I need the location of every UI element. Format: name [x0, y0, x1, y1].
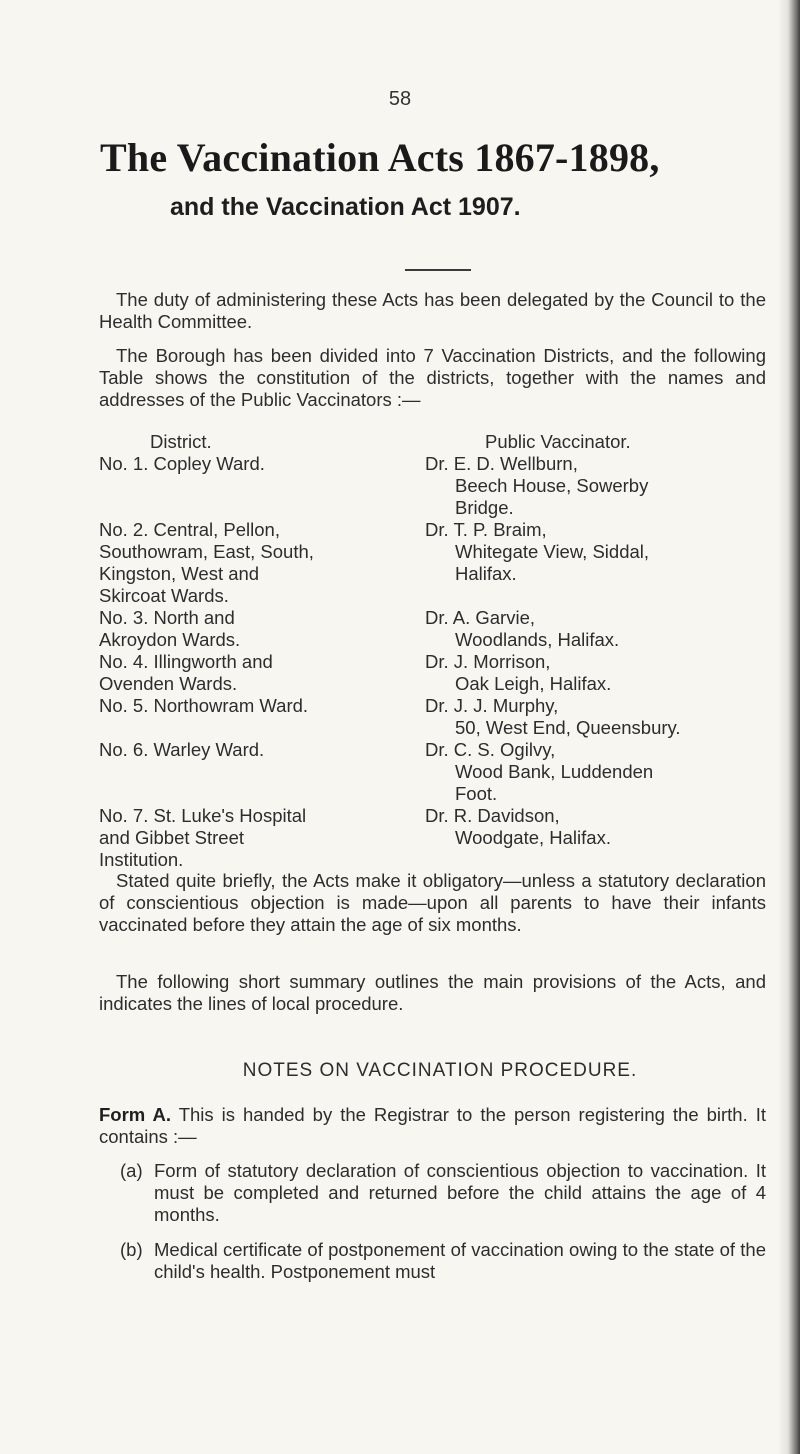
district-line: Kingston, West and [99, 563, 260, 584]
district-row-6 [99, 739, 399, 761]
district-row-5 [99, 695, 399, 717]
page-title: The Vaccination Acts 1867-1898, [100, 135, 660, 180]
district-line: No. 4. Illingworth and [99, 651, 273, 672]
district-line: No. 2. Central, Pellon, [99, 519, 280, 540]
vaccinator-line: Woodgate, Halifax. [455, 827, 611, 848]
district-column-header: District. [150, 431, 212, 452]
title-divider [405, 269, 471, 271]
vaccinator-line: Bridge. [455, 497, 514, 518]
district-line: No. 3. North and [99, 607, 235, 628]
vaccinator-line: Dr. T. P. Braim, [425, 519, 547, 540]
district-line: No. 6. Warley Ward. [99, 739, 265, 760]
form-a-label: Form A. [99, 1104, 172, 1125]
intro-paragraph-2 [99, 345, 766, 411]
intro-paragraph-1-text: The duty of administering these Acts has been delegated by the Council to the Health Committee. [99, 289, 766, 332]
district-row-3 [99, 607, 399, 651]
district-line: Ovenden Wards. [99, 673, 238, 694]
list-item-marker: (a) [120, 1160, 143, 1181]
intro-paragraph-2-text: The Borough has been divided into 7 Vaccination Districts, and the following Table shows the constitution of the districts, together with the names and addresses of the Public Vaccinators :— [99, 345, 766, 410]
district-line: Akroydon Wards. [99, 629, 241, 650]
vaccinator-row-6 [425, 739, 775, 805]
district-line: No. 5. Northowram Ward. [99, 695, 309, 716]
vaccinator-line: Whitegate View, Siddal, [455, 541, 650, 562]
notes-heading: NOTES ON VACCINATION PROCEDURE. [242, 1060, 638, 1081]
page-number: 58 [388, 88, 412, 110]
list-item-marker: (b) [120, 1239, 143, 1260]
vaccinator-line: Dr. J. J. Murphy, [425, 695, 559, 716]
form-a-paragraph [99, 1104, 766, 1148]
vaccinator-line: Halifax. [455, 563, 517, 584]
vaccinator-row-5 [425, 695, 775, 739]
district-line: and Gibbet Street [99, 827, 245, 848]
vaccinator-row-2 [425, 519, 775, 585]
list-item [120, 1239, 766, 1283]
vaccinator-line: Beech House, Sowerby [455, 475, 649, 496]
vaccinator-column-header: Public Vaccinator. [485, 431, 631, 452]
paragraph-3-text: Stated quite briefly, the Acts make it obligatory—unless a statutory declaration of conscientious objection is made—upon all parents to have their infants vaccinated before they attain the age of six months. [99, 870, 766, 935]
district-line: Southowram, East, South, [99, 541, 314, 562]
list-item-text: Form of statutory declaration of conscientious objection to vaccination. It must be completed and returned before the child attains the age of 4 months. [154, 1160, 766, 1225]
vaccinator-line: Dr. J. Morrison, [425, 651, 551, 672]
district-line: Institution. [99, 849, 184, 870]
page-subtitle: and the Vaccination Act 1907. [170, 193, 521, 221]
vaccinator-line: Foot. [455, 783, 498, 804]
vaccinator-line: 50, West End, Queensbury. [455, 717, 681, 738]
vaccinator-row-7 [425, 805, 775, 849]
district-row-1 [99, 453, 399, 475]
list-item [120, 1160, 766, 1226]
page-edge-shadow [778, 0, 800, 1454]
vaccinator-line: Wood Bank, Luddenden [455, 761, 654, 782]
vaccinator-line: Oak Leigh, Halifax. [455, 673, 612, 694]
district-line: No. 7. St. Luke's Hospital [99, 805, 307, 826]
list-item-text: Medical certificate of postponement of vaccination owing to the state of the child's health. Postponement must [154, 1239, 766, 1282]
vaccinator-row-3 [425, 607, 775, 651]
district-row-4 [99, 651, 399, 695]
vaccinator-line: Dr. E. D. Wellburn, [425, 453, 578, 474]
form-a-text: This is handed by the Registrar to the person registering the birth. It contains :— [99, 1104, 766, 1147]
paragraph-3 [99, 870, 766, 936]
vaccinator-line: Woodlands, Halifax. [455, 629, 620, 650]
vaccinator-row-4 [425, 651, 775, 695]
vaccinator-line: Dr. R. Davidson, [425, 805, 560, 826]
paragraph-4 [99, 971, 766, 1015]
intro-paragraph-1 [99, 289, 766, 333]
district-line: No. 1. Copley Ward. [99, 453, 265, 474]
vaccinator-row-1 [425, 453, 775, 519]
district-row-2 [99, 519, 399, 607]
district-line: Skircoat Wards. [99, 585, 229, 606]
vaccinator-line: Dr. A. Garvie, [425, 607, 536, 628]
vaccinator-line: Dr. C. S. Ogilvy, [425, 739, 556, 760]
district-row-7 [99, 805, 399, 871]
paragraph-4-text: The following short summary outlines the main provisions of the Acts, and indicates the lines of local procedure. [99, 971, 766, 1014]
